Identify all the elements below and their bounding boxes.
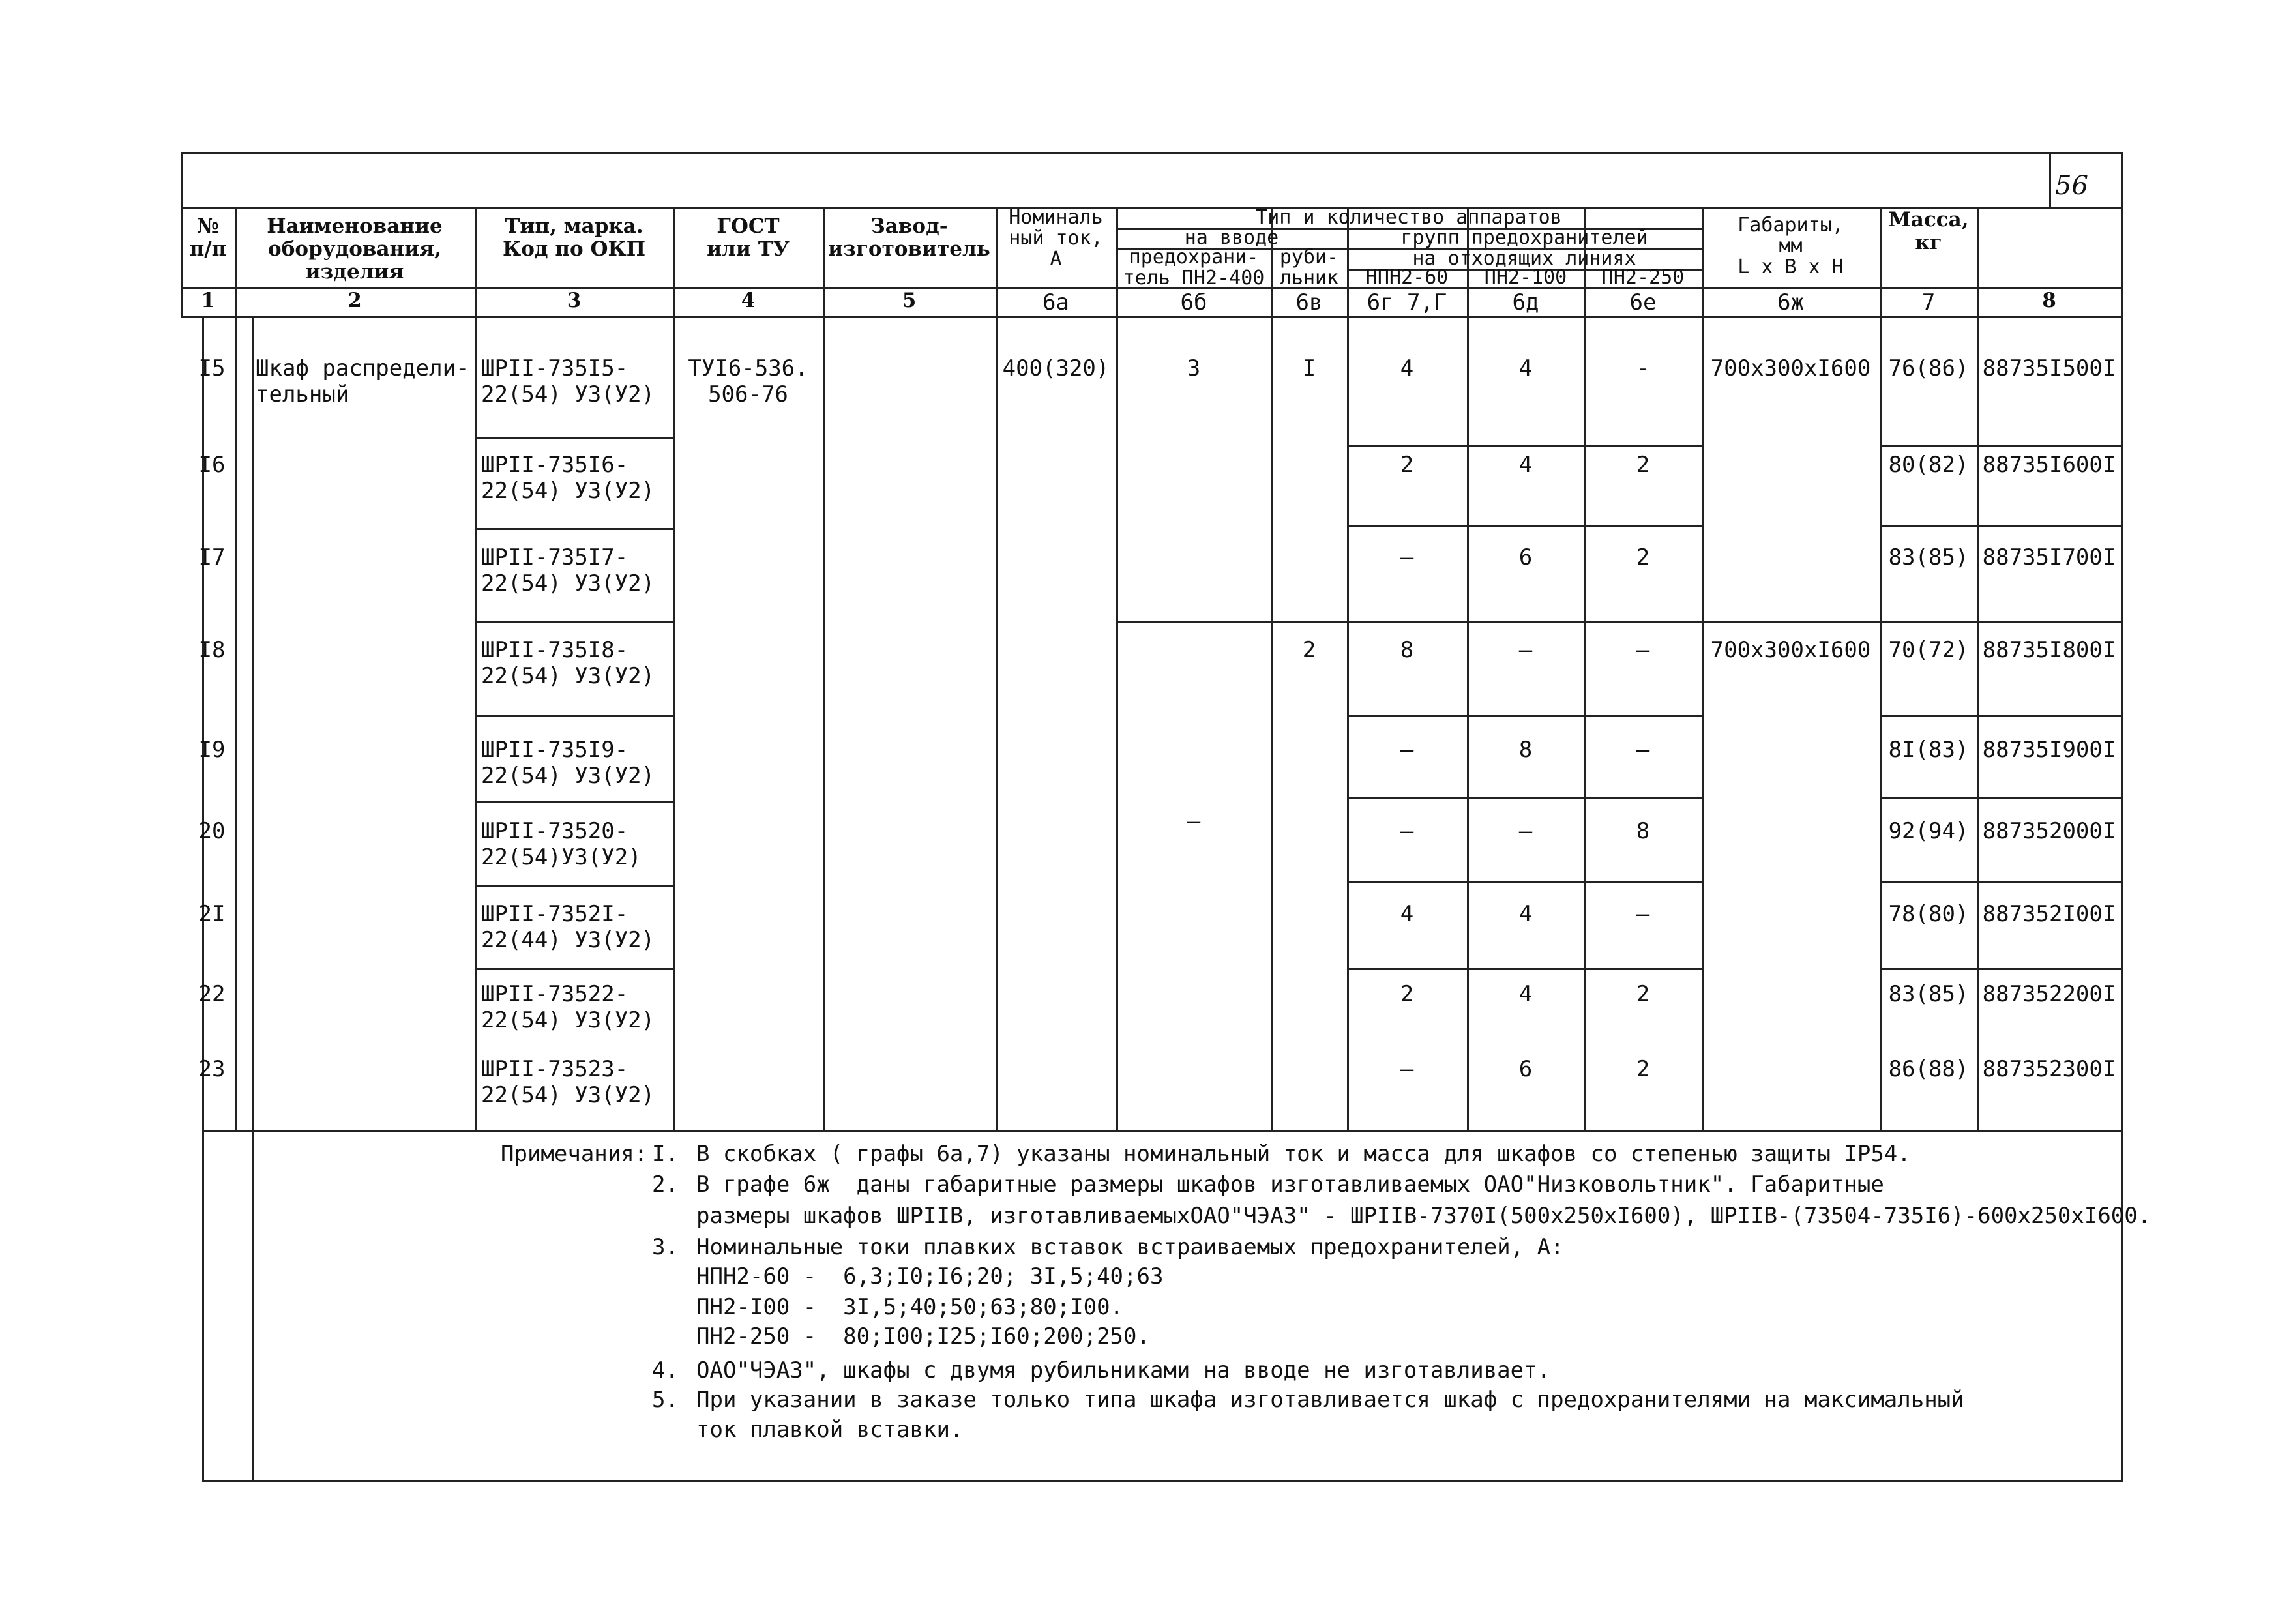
header-gost: ГОСТ или ТУ [707,214,790,261]
row-number: I9 [198,737,226,763]
grid-line [202,1480,2123,1482]
row-npn: 2 [1400,981,1414,1007]
row-pn250: 8 [1636,818,1650,844]
row-code: 88735I700I [1982,544,2116,570]
column-number: 3 [567,289,582,312]
row-mass: 78(80) [1888,901,1969,927]
grid-line [2049,152,2051,207]
row-pn250: 2 [1636,981,1650,1007]
row-type: ШРII-73523- 22(54) УЗ(У2) [481,1056,655,1108]
grid-line [1347,797,1702,799]
column-number: 6ж [1777,289,1804,316]
row-npn: – [1400,818,1414,844]
row-mass: 8I(83) [1888,737,1969,763]
header-fuse: предохрани- тель ПН2-400 [1123,246,1265,289]
column-number: 4 [741,289,756,312]
grid-line [475,801,673,803]
grid-line [1347,445,1702,447]
row-mass: 83(85) [1888,544,1969,570]
grid-line [181,152,183,207]
row-pn250: – [1636,737,1650,763]
column-number: 8 [2042,289,2056,312]
row-switch: I [1302,355,1316,381]
row-npn: 4 [1400,355,1414,381]
row-mass: 80(82) [1888,452,1969,478]
row-dims: 700х300хI600 [1710,355,1871,381]
row-pn100: – [1518,818,1533,844]
row-pn100: 4 [1518,355,1533,381]
row-pn250: – [1636,901,1650,927]
grid-line [1702,621,1880,623]
grid-line [235,207,237,1130]
column-number: 6д [1512,289,1539,316]
row-number: I8 [198,637,226,663]
row-pn250: 2 [1636,452,1650,478]
row-pn100: 4 [1518,901,1533,927]
header-npn: НПН2-60 [1365,266,1449,289]
row-code: 88735I900I [1982,737,2116,763]
row-pn100: – [1518,637,1533,663]
note-text: ПН2-I00 - 3I,5;40;50;63;80;I00. [696,1294,1124,1320]
header-dims: Габариты, мм L x B x H [1737,214,1844,278]
grid-line [1880,621,2121,623]
row-gost: ТУI6-536. 506-76 [688,355,808,407]
row-npn: – [1400,1056,1414,1082]
row-code: 88735I600I [1982,452,2116,478]
grid-line [181,316,2123,318]
column-number: 6г 7,Г [1367,289,1447,316]
header-inlet: на вводе [1184,226,1279,249]
note-number: I. [652,1141,679,1167]
row-pn250: - [1636,355,1650,381]
grid-line [1271,207,1273,1130]
grid-line [202,1130,2123,1132]
row-type: ШРII-735I7- 22(54) УЗ(У2) [481,544,655,597]
header-mass: Масса, кг [1888,208,1969,254]
header-type: Тип, марка. Код по ОКП [503,214,645,261]
row-number: I7 [198,544,226,570]
grid-line [1347,968,1702,970]
row-pn250: 2 [1636,544,1650,570]
note-text: При указании в заказе только типа шкафа изготавливается шкаф с предохранителями на максимальный [696,1387,1964,1413]
header-current: Номиналь ный ток, А [1009,206,1103,271]
grid-line [475,715,673,717]
row-mass: 86(88) [1888,1056,1969,1082]
column-number: 6б [1180,289,1207,316]
note-text: ток плавкой вставки. [696,1417,964,1443]
grid-line [1880,715,2121,717]
header-num: № п/п [189,214,227,261]
grid-line [1880,445,2121,447]
note-number: 5. [652,1387,679,1413]
column-number: 6в [1295,289,1323,316]
page-number: 56 [2055,171,2088,201]
header-switch: руби- льник [1279,246,1339,289]
column-number: 7 [1921,289,1936,316]
row-pn100: 6 [1518,1056,1533,1082]
row-fuse: – [1187,808,1201,834]
row-code: 887352I00I [1982,901,2116,927]
row-type: ШРII-735I8- 22(54) УЗ(У2) [481,637,655,689]
header-outgoing: групп предохранителей на отходящих линиях [1400,226,1648,270]
row-number: I6 [198,452,226,478]
grid-line [1880,881,2121,883]
note-text: размеры шкафов ШРIIВ, изготавливаемыхОАО"ЧЭАЗ" - ШРIIВ-7370I(500х250хI600), ШРIIВ-(73504-735I6)-600х250хI600. [696,1203,2151,1229]
grid-line [475,437,673,439]
grid-line [475,885,673,887]
column-number: 6е [1629,289,1657,316]
grid-line [1880,797,2121,799]
note-text: Номинальные токи плавких вставок встраиваемых предохранителей, А: [696,1234,1564,1260]
grid-line [252,316,254,1480]
note-number: 3. [652,1234,679,1260]
grid-line [1116,621,1702,623]
row-number: 2I [198,901,226,927]
header-maker: Завод- изготовитель [828,214,990,261]
grid-line [1880,525,2121,527]
row-mass: 70(72) [1888,637,1969,663]
row-number: I5 [198,355,226,381]
note-text: ПН2-250 - 80;I00;I25;I60;200;250. [696,1323,1150,1350]
row-number: 22 [198,981,226,1007]
row-type: ШРII-73522- 22(54) УЗ(У2) [481,981,655,1033]
grid-line [475,621,673,623]
grid-line [1347,715,1702,717]
column-number: 2 [347,289,362,312]
grid-line [475,968,673,970]
grid-line [1702,207,1704,1130]
row-code: 88735I800I [1982,637,2116,663]
row-code: 88735I500I [1982,355,2116,381]
grid-line [996,207,998,1130]
grid-line [475,528,673,530]
row-pn250: – [1636,637,1650,663]
grid-line [181,152,2123,154]
note-number: 2. [652,1172,679,1198]
row-mass: 92(94) [1888,818,1969,844]
note-text: ОАО"ЧЭАЗ", шкафы с двумя рубильниками на вводе не изготавливает. [696,1357,1551,1383]
note-text: НПН2-60 - 6,3;I0;I6;20; 3I,5;40;63 [696,1263,1164,1290]
row-pn100: 6 [1518,544,1533,570]
row-code: 887352000I [1982,818,2116,844]
row-current: 400(320) [1002,355,1110,381]
row-type: ШРII-73520- 22(54)УЗ(У2) [481,818,642,870]
grid-line [673,207,675,1130]
row-type: ШРII-735I5- 22(54) УЗ(У2) [481,355,655,407]
row-pn100: 8 [1518,737,1533,763]
row-pn100: 4 [1518,981,1533,1007]
row-npn: 4 [1400,901,1414,927]
grid-line [1347,525,1702,527]
row-dims: 700х300хI600 [1710,637,1871,663]
row-name: Шкаф распредели- тельный [256,355,469,407]
row-pn250: 2 [1636,1056,1650,1082]
row-npn: – [1400,544,1414,570]
grid-line [1880,968,2121,970]
grid-line [1116,207,1118,1130]
notes-label: Примечания: [501,1141,648,1167]
note-text: В скобках ( графы 6а,7) указаны номинальный ток и масса для шкафов со степенью защиты IP54. [696,1141,1911,1167]
header-name: Наименование оборудования, изделия [267,214,443,284]
column-number: 5 [902,289,917,312]
header-pn100: ПН2-100 [1484,266,1567,289]
row-type: ШРII-735I9- 22(54) УЗ(У2) [481,737,655,789]
grid-line [1347,881,1702,883]
row-type: ШРII-7352I- 22(44) УЗ(У2) [481,901,655,953]
column-number: 6а [1042,289,1069,316]
row-code: 887352200I [1982,981,2116,1007]
row-pn100: 4 [1518,452,1533,478]
grid-line [2121,207,2123,1480]
row-fuse: 3 [1187,355,1201,381]
row-number: 20 [198,818,226,844]
note-number: 4. [652,1357,679,1383]
row-npn: 2 [1400,452,1414,478]
header-apparatus: Тип и количество аппаратов [1256,206,1562,229]
header-pn250: ПН2-250 [1601,266,1685,289]
grid-line [202,316,204,1480]
row-number: 23 [198,1056,226,1082]
row-mass: 83(85) [1888,981,1969,1007]
row-npn: 8 [1400,637,1414,663]
note-text: В графе 6ж даны габаритные размеры шкафов изготавливаемых ОАО"Низковольтник". Габаритные [696,1172,1884,1198]
grid-line [475,207,477,1130]
row-type: ШРII-735I6- 22(54) УЗ(У2) [481,452,655,504]
row-switch: 2 [1302,637,1316,663]
row-mass: 76(86) [1888,355,1969,381]
column-number: 1 [201,289,215,312]
grid-line [823,207,825,1130]
row-npn: – [1400,737,1414,763]
row-code: 887352300I [1982,1056,2116,1082]
